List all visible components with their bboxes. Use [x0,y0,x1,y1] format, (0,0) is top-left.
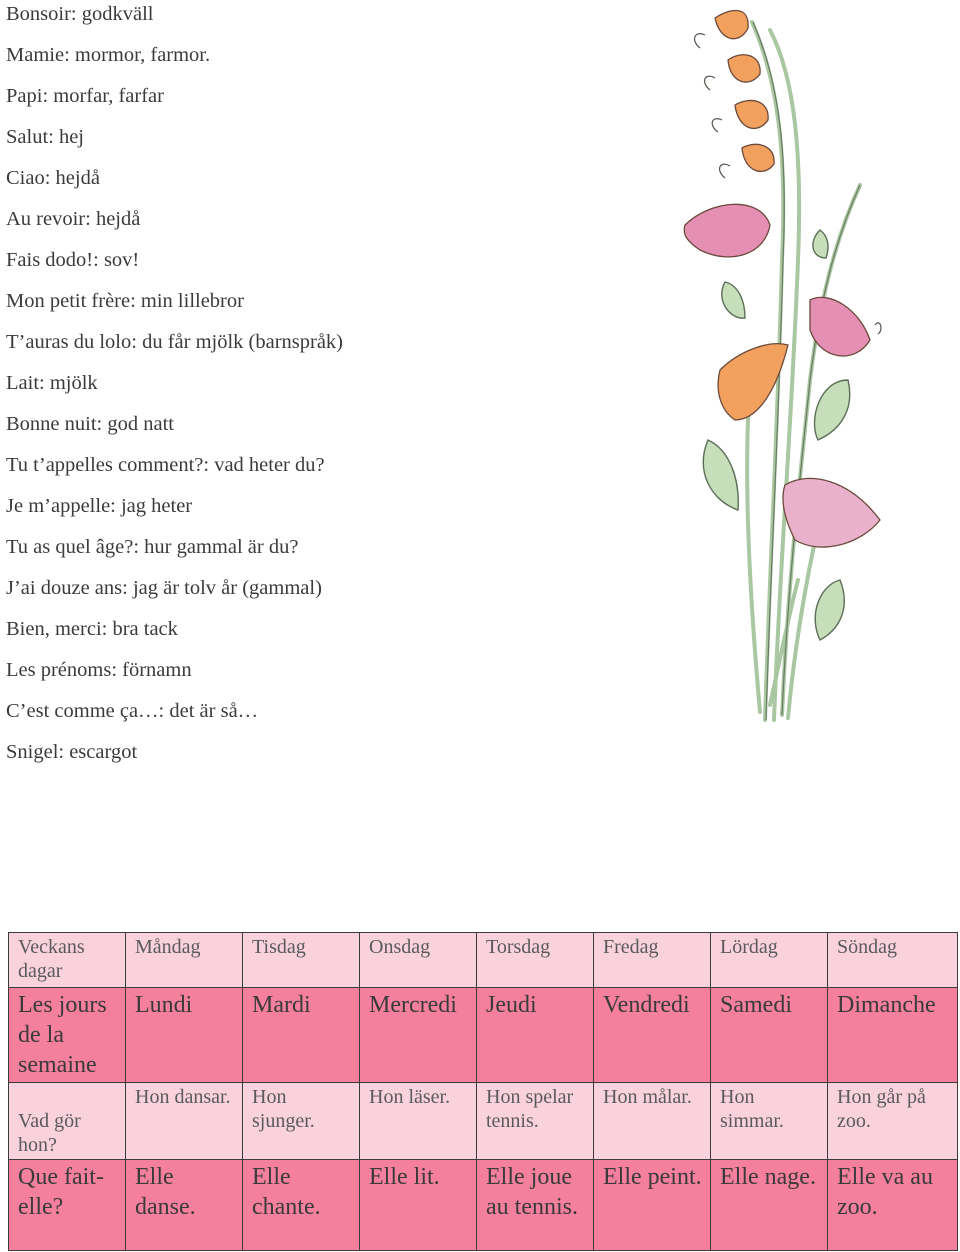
table-cell: Hon läser. [360,1083,477,1160]
table-cell: Torsdag [477,933,594,988]
table-cell: Hon målar. [594,1083,711,1160]
table-cell: Lördag [711,933,828,988]
table-row-french-days [9,988,958,1083]
table-cell: Hon spelar tennis. [477,1083,594,1160]
row-header-cell: Vad gör hon? [9,1083,126,1160]
row-header-cell: Les jours de la semaine [9,988,126,1083]
vocab-item: Les prénoms: förnamn [6,659,192,681]
table-row-swedish-days [9,933,958,988]
row-header-cell: Veckans dagar [9,933,126,988]
vocab-item: Fais dodo!: sov! [6,249,140,271]
vocab-item: Papi: morfar, farfar [6,85,164,107]
table-cell: Hon simmar. [711,1083,828,1160]
vocab-item: Ciao: hejdå [6,167,100,189]
table-cell: Elle nage. [711,1160,828,1251]
table-cell: Dimanche [828,988,958,1083]
table-cell: Fredag [594,933,711,988]
vocab-item: Tu t’appelles comment?: vad heter du? [6,454,325,476]
vocab-item: Lait: mjölk [6,372,98,394]
vocab-item: Je m’appelle: jag heter [6,495,193,517]
table-row-french-activities [9,1160,958,1251]
row-header-cell: Que fait-elle? [9,1160,126,1251]
table-cell: Hon dansar. [126,1083,243,1160]
table-cell: Elle chante. [243,1160,360,1251]
vocab-item: Au revoir: hejdå [6,208,141,230]
vocab-item: Mamie: mormor, farmor. [6,44,211,66]
table-cell: Hon sjunger. [243,1083,360,1160]
table-cell: Lundi [126,988,243,1083]
table-cell: Jeudi [477,988,594,1083]
vocab-item: Salut: hej [6,126,85,148]
vocabulary-list [6,0,566,779]
table-row-swedish-activities [9,1083,958,1160]
vocab-item: T’auras du lolo: du får mjölk (barnspråk) [6,331,344,353]
table-cell: Söndag [828,933,958,988]
table-cell: Mardi [243,988,360,1083]
vocab-item: C’est comme ça…: det är så… [6,700,259,722]
table-cell: Tisdag [243,933,360,988]
weekdays-table [8,932,958,1251]
vocab-item: Mon petit frère: min lillebror [6,290,244,312]
vocab-item: J’ai douze ans: jag är tolv år (gammal) [6,577,322,599]
vocab-item: Bonsoir: godkväll [6,3,154,25]
vocab-item: Snigel: escargot [6,741,138,763]
table-cell: Samedi [711,988,828,1083]
table-cell: Elle joue au tennis. [477,1160,594,1251]
table-cell: Elle peint. [594,1160,711,1251]
table-cell: Vendredi [594,988,711,1083]
vocab-item: Bien, merci: bra tack [6,618,178,640]
table-cell: Elle va au zoo. [828,1160,958,1251]
table-cell: Onsdag [360,933,477,988]
table-cell: Mercredi [360,988,477,1083]
table-cell: Elle lit. [360,1160,477,1251]
vocab-item: Bonne nuit: god natt [6,413,174,435]
table-cell: Måndag [126,933,243,988]
vocab-item: Tu as quel âge?: hur gammal är du? [6,536,299,558]
table-cell: Elle danse. [126,1160,243,1251]
flower-bouquet-illustration [670,0,960,730]
table-cell: Hon går på zoo. [828,1083,958,1160]
